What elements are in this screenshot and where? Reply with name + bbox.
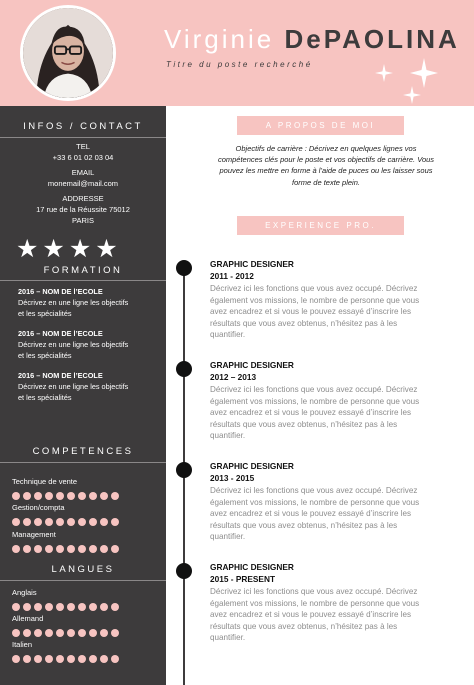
star-icon: ★	[68, 235, 92, 263]
skill-rating	[12, 518, 119, 526]
candidate-name	[164, 24, 460, 55]
rating-dot	[111, 655, 119, 663]
description-line: quantifier.	[210, 633, 246, 643]
rating-dot	[78, 655, 86, 663]
experience-title: GRAPHIC DESIGNER	[210, 360, 294, 370]
rating-dot	[89, 655, 97, 663]
about-line: compétences clés pour le poste et vos objectifs de carrière. Vous	[217, 155, 435, 165]
rating-dot	[67, 629, 75, 637]
formation-line: Décrivez en une ligne les objectifs	[18, 382, 129, 391]
formation-line: et les spécialités	[18, 351, 72, 360]
rating-dot	[34, 603, 42, 611]
rating-dot	[89, 545, 97, 553]
description-line: résultats que vous avez obtenus, n’hésitez pas à les	[210, 318, 398, 328]
timeline-dot	[176, 563, 192, 579]
rating-dot	[100, 655, 108, 663]
contact-section-title: INFOS / CONTACT	[23, 121, 143, 132]
rating-dot	[23, 518, 31, 526]
rating-dot	[12, 492, 20, 500]
rating-dot	[100, 545, 108, 553]
experience-description	[210, 586, 448, 644]
formation-item	[18, 328, 158, 361]
description-line: également vos missions, le nombre de personne que vous	[210, 598, 420, 608]
rating-dot	[23, 545, 31, 553]
section-divider	[0, 580, 166, 581]
rating-dot	[45, 629, 53, 637]
about-line: Objectifs de carrière : Décrivez en quelques lignes vos	[235, 144, 417, 153]
timeline-dot	[176, 361, 192, 377]
section-divider	[0, 462, 166, 463]
competences-section-title: COMPETENCES	[32, 446, 134, 457]
four-stars-icon	[16, 234, 122, 264]
rating-dot	[67, 518, 75, 526]
about-text	[190, 143, 462, 188]
rating-dot	[100, 492, 108, 500]
experience-dates: 2012 – 2013	[210, 371, 257, 382]
sparkle-stars-icon	[372, 56, 442, 106]
rating-dot	[23, 603, 31, 611]
rating-dot	[23, 492, 31, 500]
skill-rating	[12, 492, 119, 500]
rating-dot	[56, 518, 64, 526]
formation-line: et les spécialités	[18, 309, 72, 318]
rating-dot	[34, 518, 42, 526]
experience-description	[210, 384, 448, 442]
experience-item	[210, 461, 448, 543]
experience-description	[210, 485, 448, 543]
tel-label: TEL	[76, 142, 90, 151]
formation-section-title: FORMATION	[43, 265, 123, 276]
description-line: quantifier.	[210, 330, 246, 340]
rating-dot	[12, 603, 20, 611]
rating-dot	[45, 518, 53, 526]
description-line: avez encadrez et si vous le pouvez essayé d’inscrire les	[210, 307, 412, 317]
description-line: également vos missions, le nombre de personne que vous	[210, 295, 420, 305]
contact-block	[0, 141, 166, 226]
address-line2: PARIS	[72, 216, 94, 225]
skill-label: Management	[12, 530, 56, 539]
header-band	[0, 0, 474, 106]
formation-line: Décrivez en une ligne les objectifs	[18, 340, 129, 349]
rating-dot	[111, 518, 119, 526]
section-divider	[0, 137, 166, 138]
description-line: résultats que vous avez obtenus, n’hésitez pas à les	[210, 520, 398, 530]
timeline-dot	[176, 260, 192, 276]
experience-description	[210, 283, 448, 341]
first-name: Virginie	[164, 24, 275, 54]
rating-dot	[100, 629, 108, 637]
job-title: Titre du poste recherché	[166, 60, 313, 69]
langues-section-title: LANGUES	[51, 564, 115, 575]
about-section-title: A PROPOS DE MOI	[237, 116, 404, 135]
description-line: quantifier.	[210, 431, 246, 441]
rating-dot	[67, 545, 75, 553]
star-icon: ★	[95, 235, 118, 263]
rating-dot	[56, 655, 64, 663]
experience-item	[210, 562, 448, 644]
rating-dot	[34, 492, 42, 500]
star-icon: ★	[16, 235, 39, 263]
rating-dot	[12, 518, 20, 526]
description-line: également vos missions, le nombre de personne que vous	[210, 497, 420, 507]
language-rating	[12, 655, 119, 663]
experience-dates: 2011 - 2012	[210, 270, 254, 281]
section-divider	[0, 280, 166, 281]
description-line: avez encadrez et si vous le pouvez essayé d’inscrire les	[210, 610, 412, 620]
formation-line: Décrivez en une ligne les objectifs	[18, 298, 129, 307]
email-label: EMAIL	[71, 168, 95, 177]
experience-dates: 2015 - PRESENT	[210, 573, 276, 584]
language-rating	[12, 603, 119, 611]
rating-dot	[34, 655, 42, 663]
formation-item	[18, 286, 158, 319]
description-line: avez encadrez et si vous le pouvez essayé d’inscrire les	[210, 509, 412, 519]
language-rating	[12, 629, 119, 637]
rating-dot	[78, 603, 86, 611]
rating-dot	[45, 545, 53, 553]
rating-dot	[89, 518, 97, 526]
rating-dot	[12, 629, 20, 637]
rating-dot	[45, 603, 53, 611]
rating-dot	[111, 629, 119, 637]
rating-dot	[23, 655, 31, 663]
formation-heading: 2016 – NOM DE l’ECOLE	[18, 371, 103, 380]
rating-dot	[67, 603, 75, 611]
rating-dot	[78, 629, 86, 637]
description-line: Décrivez ici les fonctions que vous avez occupé. Décrivez	[210, 385, 418, 394]
description-line: résultats que vous avez obtenus, n’hésitez pas à les	[210, 419, 398, 429]
rating-dot	[34, 629, 42, 637]
rating-dot	[45, 492, 53, 500]
about-line: pouvez les mettre en forme à l’aide de puces ou les laisser sous	[219, 166, 433, 176]
experience-title: GRAPHIC DESIGNER	[210, 562, 294, 572]
formation-heading: 2016 – NOM DE l’ECOLE	[18, 287, 103, 296]
email-value: monemail@mail.com	[47, 179, 119, 188]
rating-dot	[23, 629, 31, 637]
rating-dot	[56, 545, 64, 553]
rating-dot	[100, 603, 108, 611]
rating-dot	[78, 518, 86, 526]
rating-dot	[89, 492, 97, 500]
rating-dot	[67, 655, 75, 663]
skill-rating	[12, 545, 119, 553]
left-sidebar	[0, 106, 166, 685]
tel-value: +33 6 01 02 03 04	[52, 153, 114, 162]
rating-dot	[89, 629, 97, 637]
experience-section-title: EXPERIENCE PRO.	[237, 216, 404, 235]
address-label: ADDRESSE	[62, 194, 104, 203]
experience-title: GRAPHIC DESIGNER	[210, 461, 294, 471]
rating-dot	[78, 492, 86, 500]
description-line: avez encadrez et si vous le pouvez essayé d’inscrire les	[210, 408, 412, 418]
profile-photo	[20, 5, 116, 101]
rating-dot	[100, 518, 108, 526]
rating-dot	[78, 545, 86, 553]
rating-dot	[34, 545, 42, 553]
language-label: Italien	[12, 640, 33, 649]
experience-title: GRAPHIC DESIGNER	[210, 259, 294, 269]
description-line: Décrivez ici les fonctions que vous avez occupé. Décrivez	[210, 587, 418, 596]
rating-dot	[56, 603, 64, 611]
description-line: Décrivez ici les fonctions que vous avez occupé. Décrivez	[210, 284, 418, 293]
description-line: résultats que vous avez obtenus, n’hésitez pas à les	[210, 621, 398, 631]
rating-dot	[12, 655, 20, 663]
skill-label: Technique de vente	[12, 477, 78, 486]
formation-heading: 2016 – NOM DE l’ECOLE	[18, 329, 103, 338]
description-line: Décrivez ici les fonctions que vous avez occupé. Décrivez	[210, 486, 418, 495]
address-line1: 17 rue de la Réussite 75012	[36, 205, 130, 214]
experience-item	[210, 259, 448, 341]
rating-dot	[67, 492, 75, 500]
experience-item	[210, 360, 448, 442]
rating-dot	[12, 545, 20, 553]
rating-dot	[56, 629, 64, 637]
rating-dot	[111, 545, 119, 553]
rating-dot	[111, 603, 119, 611]
about-line: forme de texte plein.	[292, 177, 360, 187]
last-name: DePAOLINA	[284, 24, 460, 54]
rating-dot	[56, 492, 64, 500]
experience-dates: 2013 - 2015	[210, 472, 255, 483]
description-line: quantifier.	[210, 532, 246, 542]
language-label: Allemand	[12, 614, 44, 623]
formation-line: et les spécialités	[18, 393, 72, 402]
description-line: également vos missions, le nombre de personne que vous	[210, 396, 420, 406]
star-icon: ★	[42, 235, 65, 263]
rating-dot	[45, 655, 53, 663]
rating-dot	[111, 492, 119, 500]
rating-dot	[89, 603, 97, 611]
language-label: Anglais	[12, 588, 37, 597]
portrait-icon	[23, 8, 113, 98]
timeline-dot	[176, 462, 192, 478]
skill-label: Gestion/compta	[12, 503, 65, 512]
formation-item	[18, 370, 158, 403]
